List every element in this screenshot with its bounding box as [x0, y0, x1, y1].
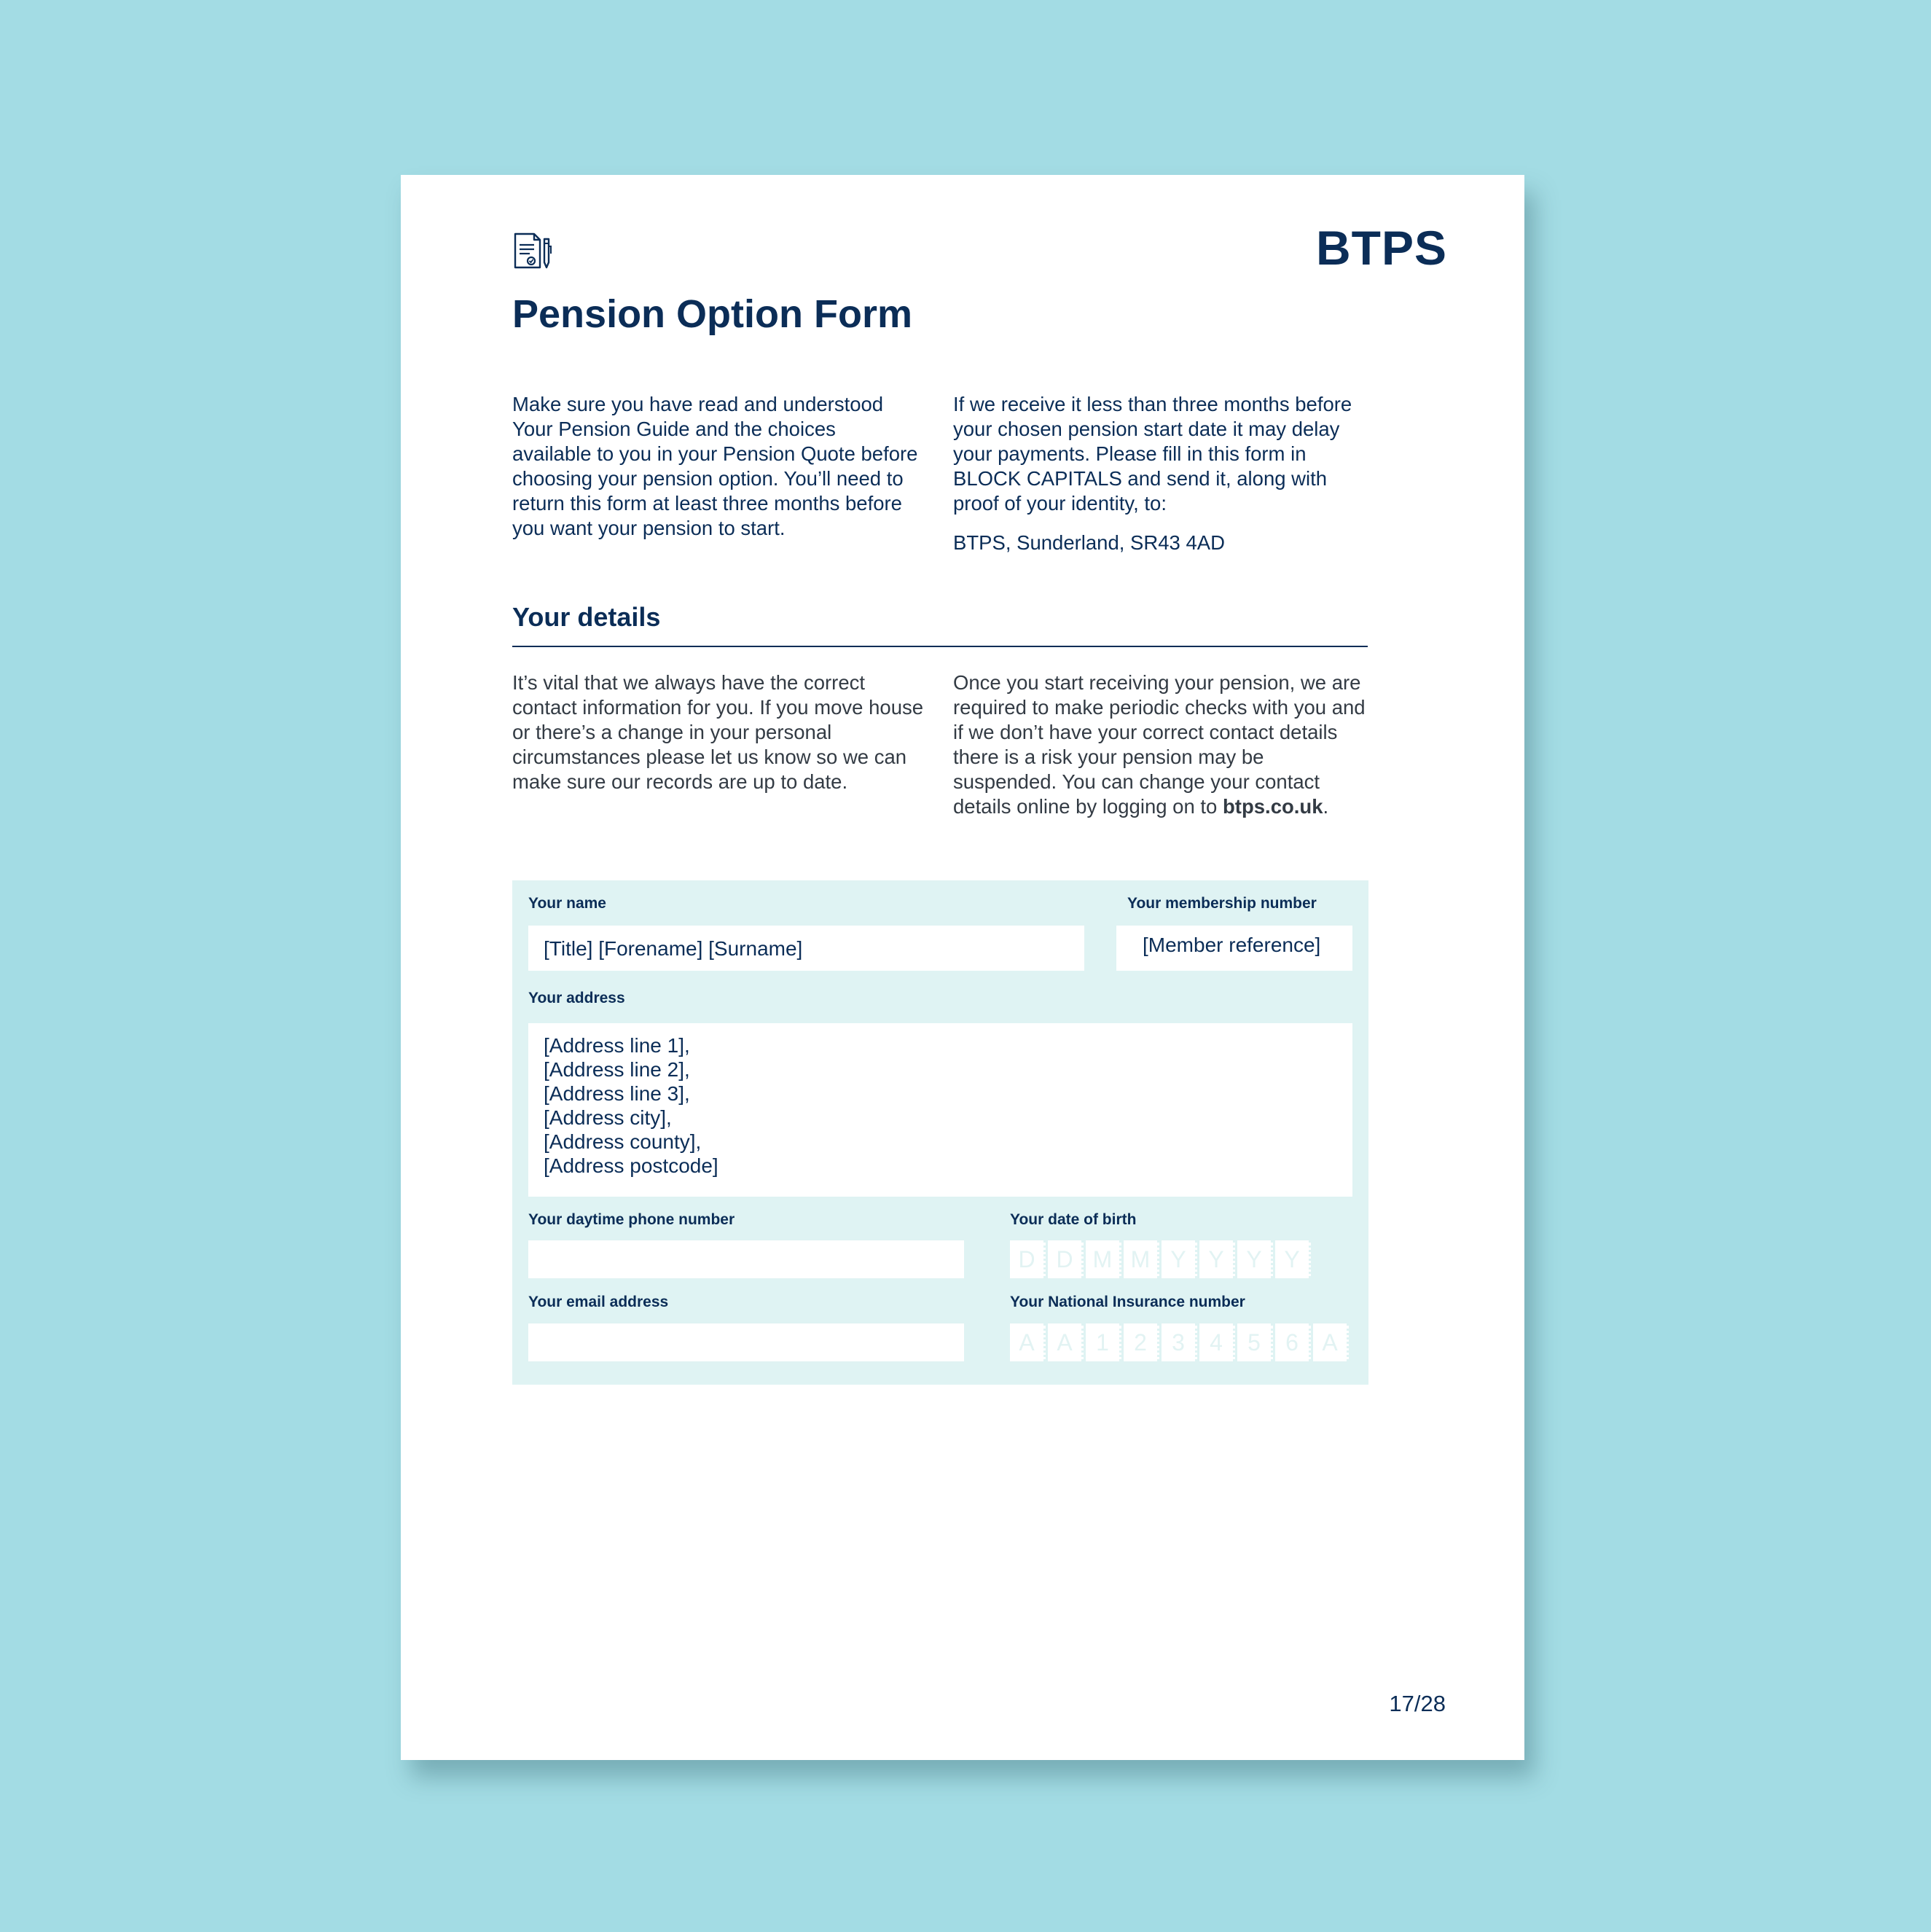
intro-left-text: Make sure you have read and understood Your Pension Guide and the choices available to you in your Pension Quote before choosing your pension option. You’ll need to return this form at least three months before you want your pension to start. — [512, 393, 918, 539]
address-label: Your address — [528, 990, 625, 1006]
national-insurance-field[interactable] — [1010, 1323, 1351, 1361]
address-line: [Address line 1], — [544, 1034, 690, 1057]
details-right-text — [953, 670, 1372, 819]
document-pen-icon — [512, 232, 553, 270]
details-left-column — [512, 670, 928, 794]
postal-address: BTPS, Sunderland, SR43 4AD — [953, 531, 1225, 554]
date-of-birth-box[interactable]: M — [1086, 1240, 1121, 1278]
name-value: [Title] [Forename] [Surname] — [544, 936, 803, 960]
date-of-birth-box[interactable]: Y — [1237, 1240, 1273, 1278]
date-of-birth-box[interactable]: D — [1010, 1240, 1046, 1278]
address-line: [Address line 3], — [544, 1082, 690, 1105]
date-of-birth-field[interactable] — [1010, 1240, 1313, 1278]
date-of-birth-box[interactable]: Y — [1199, 1240, 1235, 1278]
date-of-birth-box[interactable]: M — [1124, 1240, 1159, 1278]
phone-label: Your daytime phone number — [528, 1211, 735, 1228]
name-label: Your name — [528, 895, 606, 912]
document-page — [401, 175, 1524, 1760]
address-line: [Address postcode] — [544, 1154, 718, 1177]
national-insurance-box[interactable]: 2 — [1124, 1323, 1159, 1361]
section-divider — [512, 646, 1368, 647]
address-line: [Address county], — [544, 1130, 702, 1153]
page-title: Pension Option Form — [512, 292, 912, 336]
national-insurance-box[interactable]: 6 — [1275, 1323, 1311, 1361]
national-insurance-box[interactable]: A — [1313, 1323, 1349, 1361]
date-of-birth-label: Your date of birth — [1010, 1211, 1137, 1228]
date-of-birth-box[interactable]: Y — [1162, 1240, 1197, 1278]
email-label: Your email address — [528, 1294, 669, 1310]
address-line: [Address city], — [544, 1106, 672, 1129]
national-insurance-box[interactable]: 5 — [1237, 1323, 1273, 1361]
intro-left-column — [512, 392, 920, 541]
intro-right-column — [953, 392, 1372, 555]
national-insurance-box[interactable]: A — [1048, 1323, 1084, 1361]
date-of-birth-box[interactable]: Y — [1275, 1240, 1311, 1278]
details-right-column — [953, 670, 1372, 819]
page-number: 17/28 — [1389, 1691, 1446, 1716]
details-right-prefix: Once you start receiving your pension, we are required to make periodic checks with you and if we don’t have your correct contact details there is a risk your pension may be suspended. You can change your contact details online by logging on to — [953, 671, 1366, 818]
national-insurance-box[interactable]: A — [1010, 1323, 1046, 1361]
details-right-suffix: . — [1323, 795, 1329, 818]
section-heading-your-details: Your details — [512, 602, 661, 632]
email-field[interactable] — [528, 1323, 964, 1361]
address-line: [Address line 2], — [544, 1058, 690, 1081]
date-of-birth-box[interactable]: D — [1048, 1240, 1084, 1278]
membership-number-label: Your membership number — [1127, 895, 1317, 912]
details-form-panel — [512, 880, 1368, 1385]
btps-logo: BTPS — [1315, 221, 1447, 275]
details-left-text: It’s vital that we always have the correct contact information for you. If you move house or there’s a change in your personal circumstances please let us know so we can make sure our records are up to date. — [512, 671, 924, 793]
national-insurance-box[interactable]: 1 — [1086, 1323, 1121, 1361]
address-field[interactable] — [528, 1023, 1352, 1197]
membership-number-field[interactable] — [1116, 926, 1352, 971]
national-insurance-box[interactable]: 4 — [1199, 1323, 1235, 1361]
name-field[interactable] — [528, 926, 1084, 971]
national-insurance-box[interactable]: 3 — [1162, 1323, 1197, 1361]
website-link[interactable]: btps.co.uk — [1223, 795, 1323, 818]
intro-right-text: If we receive it less than three months before your chosen pension start date it may delay your payments. Please fill in this form in BLOCK CAPITALS and send it, along with proof of your identity, to: — [953, 393, 1352, 515]
membership-number-value: [Member reference] — [1143, 934, 1321, 956]
national-insurance-label: Your National Insurance number — [1010, 1294, 1245, 1310]
phone-field[interactable] — [528, 1240, 964, 1278]
